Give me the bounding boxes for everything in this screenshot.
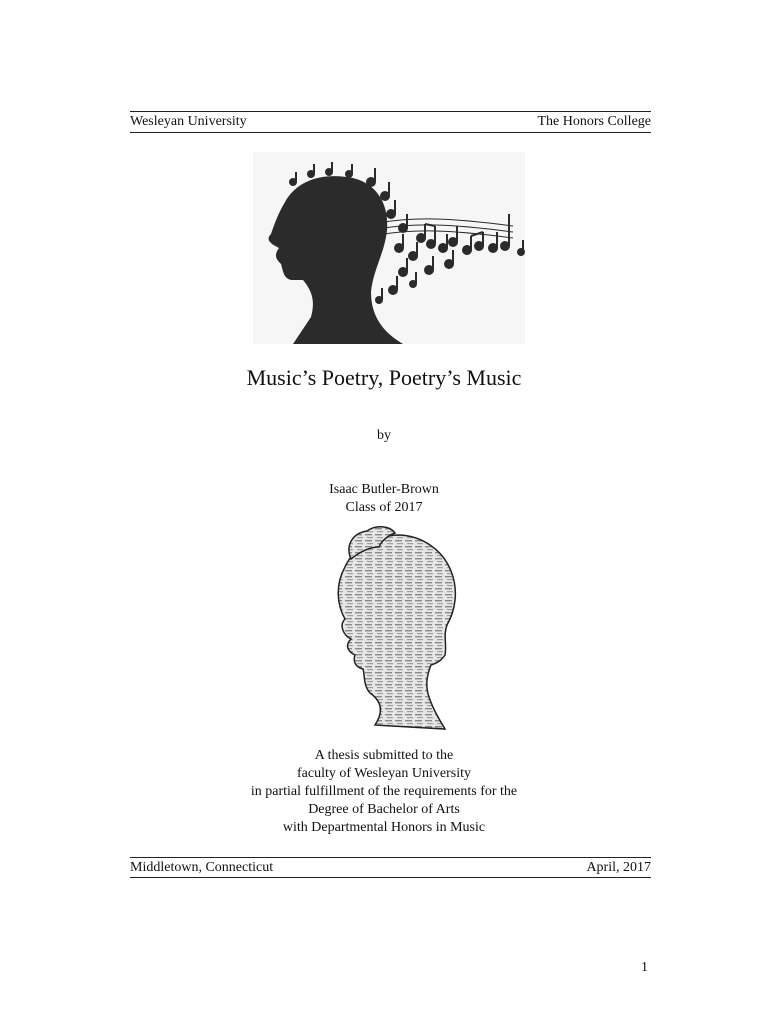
footer-bar [130, 857, 651, 878]
author-name: Isaac Butler-Brown [329, 482, 439, 497]
header-institution: Wesleyan University [130, 114, 247, 129]
statement-line: A thesis submitted to the [314, 748, 454, 763]
collage-silhouette-illustration [175, 485, 615, 745]
author-class: Class of 2017 [345, 500, 423, 515]
statement-line: Degree of Bachelor of Arts [308, 802, 460, 817]
footer-date: April, 2017 [586, 860, 651, 875]
thesis-title: Music’s Poetry, Poetry’s Music [246, 365, 522, 390]
statement-line: faculty of Wesleyan University [297, 766, 471, 781]
footer-location: Middletown, Connecticut [130, 860, 274, 875]
collage-head-icon [175, 485, 615, 745]
page-number: 1 [641, 960, 648, 975]
head-silhouette-icon [253, 152, 525, 344]
head-music-illustration [253, 152, 525, 344]
statement-line: with Departmental Honors in Music [282, 820, 486, 835]
thesis-statement [0, 747, 768, 837]
author-block [0, 481, 768, 517]
statement-line: in partial fulfillment of the requirements for the [250, 784, 518, 799]
header-bar [130, 111, 651, 133]
by-label: by [377, 428, 391, 443]
header-college: The Honors College [537, 114, 651, 129]
